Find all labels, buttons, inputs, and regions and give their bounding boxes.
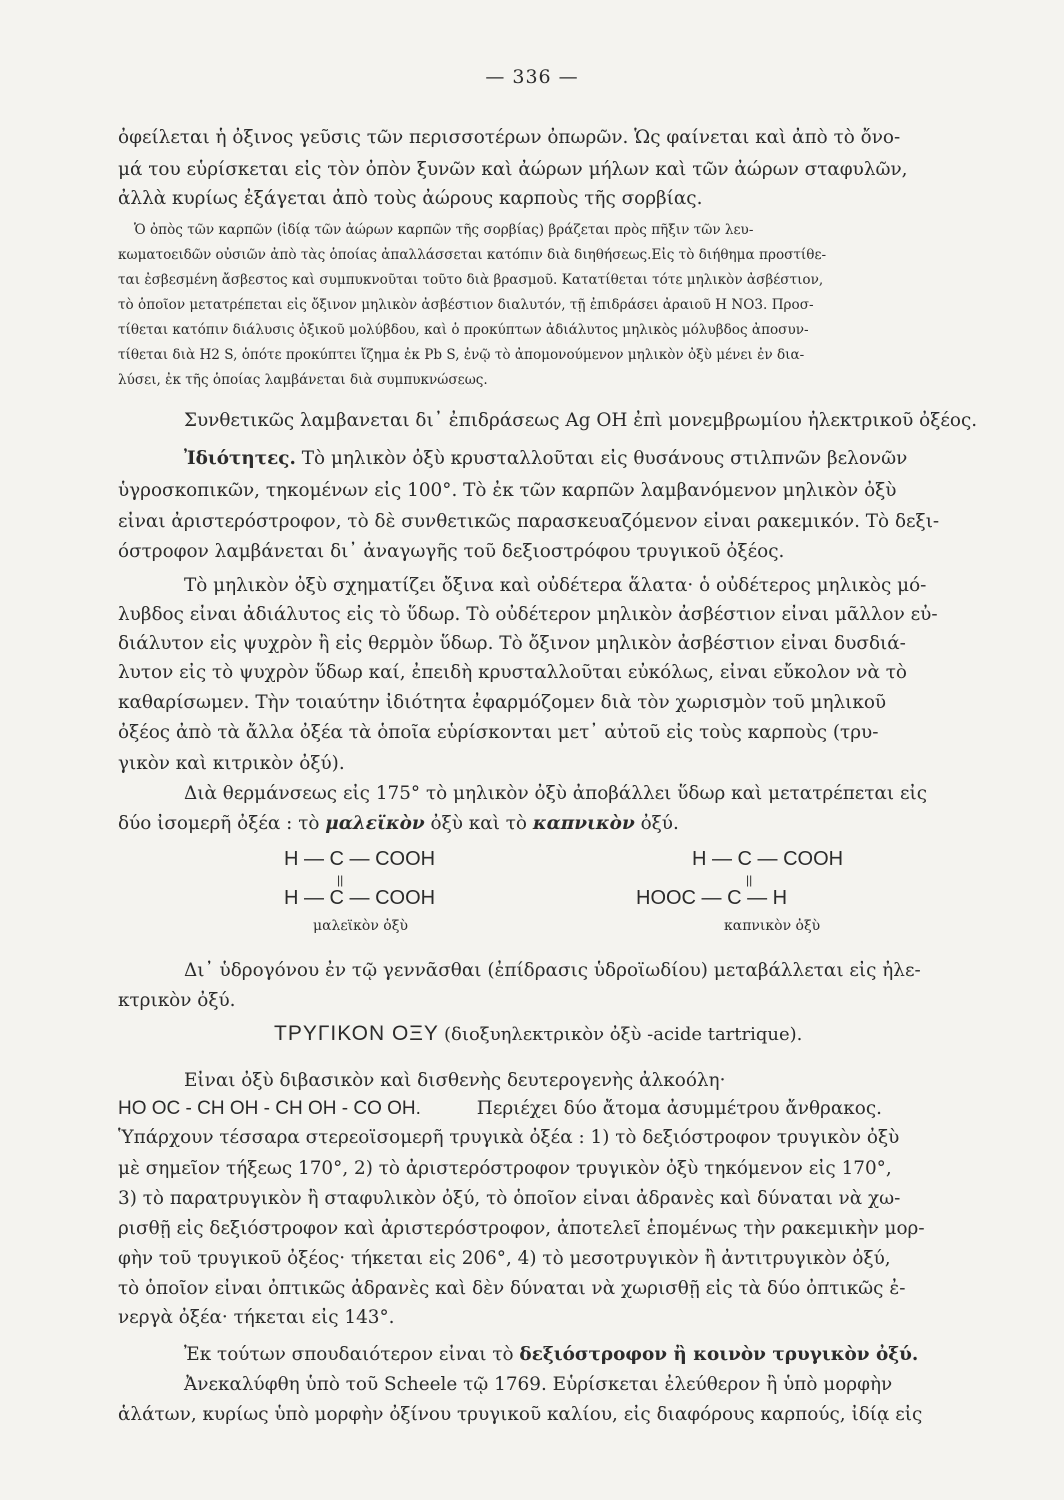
small-print-line: Ὁ ὀπὸς τῶν καρπῶν (ἰδίᾳ τῶν ἀώρων καρπῶν τῆς σορβίας) βράζεται πρὸς πῆξιν τῶν λευ-: [134, 222, 754, 238]
paragraph-line: Διὰ θερμάνσεως εἰς 175° τὸ μηλικὸν ὀξὺ ἀποβάλλει ὕδωρ καὶ μετατρέπεται εἰς: [184, 783, 928, 804]
section-title-rest: (διοξυηλεκτρικὸν ὀξὺ -acide tartrique).: [444, 1024, 803, 1045]
paragraph-line: νεργὰ ὀξέα· τήκεται εἰς 143°.: [118, 1307, 395, 1328]
small-print-line: λύσει, ἐκ τῆς ὁποίας λαμβάνεται διὰ συμπυκνώσεως.: [118, 372, 488, 388]
paragraph-line: ἀλλὰ κυρίως ἐξάγεται ἀπὸ τοὺς ἀώρους καρποὺς τῆς σορβίας.: [118, 188, 703, 209]
text-span: ὀξύ.: [634, 813, 679, 834]
maleic-term: μαλεϊκὸν: [325, 813, 425, 834]
section-title-caps: ΤΡΥΓΙΚΟΝ ΟΞΥ: [274, 1022, 439, 1045]
paragraph-line: Εἶναι ὀξὺ διβασικὸν καὶ δισθενὴς δευτερογενὴς ἀλκοόλη·: [184, 1070, 726, 1091]
paragraph-line: Ὑπάρχουν τέσσαρα στερεοϊσομερῆ τρυγικὰ ὀξέα : 1) τὸ δεξιόστροφον τρυγικὸν ὀξὺ: [118, 1127, 900, 1148]
properties-heading: Ἰδιότητες.: [184, 448, 296, 469]
paragraph-line: ἁλάτων, κυρίως ὑπὸ μορφὴν ὀξίνου τρυγικοῦ καλίου, εἰς διαφόρους καρπούς, ἰδίᾳ εἰς: [118, 1404, 923, 1425]
heating-line-2: [118, 813, 1028, 834]
small-print-line: ται ἐσβεσμένη ἄσβεστος καὶ συμπυκνοῦται τοῦτο διὰ βρασμοῦ. Κατατίθεται τότε μηλικὸν ἀσβέστιον,: [118, 272, 824, 288]
paragraph-line: όστροφον λαμβάνεται δι᾽ ἀναγωγῆς τοῦ δεξιοστρόφου τρυγικοῦ ὀξέος.: [118, 541, 785, 562]
paragraph-line: μὲ σημεῖον τήξεως 170°, 2) τὸ ἀριστερόστροφον τρυγικὸν ὀξὺ τηκόμενον εἰς 170°,: [118, 1158, 892, 1179]
paragraph-line: λυτον εἰς τὸ ψυχρὸν ὕδωρ καί, ἐπειδὴ κρυσταλλοῦται εὐκόλως, εἶναι εὔκολον νὰ τὸ: [118, 662, 907, 683]
paragraph-line: λυβδος εἶναι ἀδιάλυτος εἰς τὸ ὕδωρ. Τὸ οὐδέτερον μηλικὸν ἀσβέστιον εἶναι μᾶλλον εὐ-: [118, 604, 938, 625]
formula-caption: καπνικὸν ὀξὺ: [724, 918, 821, 934]
paragraph-line: ὑγροσκοπικῶν, τηκομένων εἰς 100°. Τὸ ἐκ τῶν καρπῶν λαμβανόμενον μηλικὸν ὀξὺ: [118, 480, 897, 501]
tartaric-formula: HO OC - CH OH - CH OH - CO OH.: [118, 1098, 421, 1119]
paragraph-line: ρισθῇ εἰς δεξιόστροφον καὶ ἀριστερόστροφον, ἀποτελεῖ ἑπομένως τὴν ρακεμικὴν μορ-: [118, 1218, 925, 1239]
paragraph-line: ὀφείλεται ἡ ὀξινος γεῦσις τῶν περισσοτέρων ὀπωρῶν. Ὡς φαίνεται καὶ ἀπὸ τὸ ὄνο-: [118, 127, 901, 148]
important-term: δεξιόστροφον ἢ κοινὸν τρυγικὸν ὀξύ.: [519, 1344, 919, 1365]
formula-line: [118, 1098, 1028, 1120]
formula-row: H — C — COOH: [692, 848, 844, 870]
synthesis-line: Συνθετικῶς λαμβανεται δι᾽ ἐπιδράσεως Ag OH ἐπὶ μονεμβρωμίου ἠλεκτρικοῦ ὀξέος.: [184, 410, 978, 431]
paragraph-line: καθαρίσωμεν. Τὴν τοιαύτην ἰδιότητα ἐφαρμόζομεν διὰ τὸν χωρισμὸν τοῦ μηλικοῦ: [118, 692, 887, 713]
text-span: Ἐκ τούτων σπουδαιότερον εἶναι τὸ: [184, 1344, 520, 1365]
paragraph-line: Τὸ μηλικὸν ὀξὺ σχηματίζει ὄξινα καὶ οὐδέτερα ἅλατα· ὁ οὐδέτερος μηλικὸς μό-: [184, 575, 927, 596]
paragraph-line: φὴν τοῦ τρυγικοῦ ὀξέος· τήκεται εἰς 206°, 4) τὸ μεσοτρυγικὸν ἢ ἀντιτρυγικὸν ὀξύ,: [118, 1248, 891, 1269]
properties-first-line: [118, 448, 1064, 469]
important-line: [118, 1344, 1064, 1365]
double-bond-mark: ||: [746, 873, 753, 887]
formula-caption: μαλεϊκὸν ὀξὺ: [313, 918, 408, 934]
text-span: Περιέχει δύο ἄτομα ἀσυμμέτρου ἄνθρακος.: [476, 1098, 882, 1119]
paragraph-line: Τὸ μηλικὸν ὀξὺ κρυσταλλοῦται εἰς θυσάνους στιλπνῶν βελονῶν: [301, 448, 908, 469]
small-print-line: κωματοειδῶν οὐσιῶν ἀπὸ τὰς ὁποίας ἀπαλλάσσεται κατόπιν διὰ διηθήσεως.Εἰς τὸ διήθημα προστίθε-: [118, 247, 827, 263]
paragraph-line: τὸ ὁποῖον εἶναι ὀπτικῶς ἀδρανὲς καὶ δὲν δύναται νὰ χωρισθῇ εἰς τὰ δύο ὀπτικῶς ἐ-: [118, 1278, 906, 1299]
small-print-line: τίθεται κατόπιν διάλυσις ὀξικοῦ μολύβδου, καὶ ὁ προκύπτων ἀδιάλυτος μηλικὸς μόλυβδος ἀποσυν-: [118, 322, 809, 338]
paragraph-line: γικὸν καὶ κιτρικὸν ὀξύ).: [118, 753, 345, 774]
section-title: [274, 1022, 802, 1046]
formula-row: H — C — COOH: [284, 887, 436, 909]
text-span: δύο ἰσομερῆ ὀξέα : τὸ: [118, 813, 326, 834]
fumaric-term: καπνικὸν: [532, 813, 635, 834]
paragraph-line: Ἀνεκαλύφθη ὑπὸ τοῦ Scheele τῷ 1769. Εὑρίσκεται ἐλεύθερον ἢ ὑπὸ μορφὴν: [184, 1374, 893, 1395]
page-number: — 336 —: [485, 66, 579, 88]
double-bond-mark: ||: [337, 873, 344, 887]
paragraph-line: κτρικὸν ὀξύ.: [118, 990, 236, 1011]
paragraph-line: μά του εὑρίσκεται εἰς τὸν ὀπὸν ξυνῶν καὶ ἀώρων μήλων καὶ τῶν ἀώρων σταφυλῶν,: [118, 159, 908, 180]
formula-row: H — C — COOH: [284, 848, 436, 870]
paragraph-line: εἶναι ἀριστερόστροφον, τὸ δὲ συνθετικῶς παρασκευαζόμενον εἶναι ρακεμικόν. Τὸ δεξι-: [118, 511, 940, 532]
formula-row: HOOC — C — H: [636, 887, 788, 909]
text-span: ὀξὺ καὶ τὸ: [424, 813, 533, 834]
paragraph-line: ὀξέος ἀπὸ τὰ ἄλλα ὀξέα τὰ ὁποῖα εὑρίσκονται μετ᾽ αὐτοῦ εἰς τοὺς καρποὺς (τρυ-: [118, 722, 879, 743]
paragraph-line: διάλυτον εἰς ψυχρὸν ἢ εἰς θερμὸν ὕδωρ. Τὸ ὄξινον μηλικὸν ἀσβέστιον εἶναι δυσδιά-: [118, 633, 906, 654]
small-print-line: τὸ ὁποῖον μετατρέπεται εἰς ὄξινον μηλικὸν ἀσβέστιον διαλυτόν, τῇ ἐπιδράσει ἀραιοῦ H NO3. Προσ-: [118, 297, 814, 313]
small-print-line: τίθεται διὰ H2 S, ὁπότε προκύπτει ἴζημα ἐκ Pb S, ἐνῷ τὸ ἀπομονούμενον μηλικὸν ὀξὺ μένει ἐν δια-: [118, 347, 805, 363]
paragraph-line: 3) τὸ παρατρυγικὸν ἢ σταφυλικὸν ὀξύ, τὸ ὁποῖον εἶναι ἀδρανὲς καὶ δύναται νὰ χω-: [118, 1188, 901, 1209]
paragraph-line: Δι᾽ ὑδρογόνου ἐν τῷ γεννᾶσθαι (ἐπίδρασις ὑδροϊωδίου) μεταβάλλεται εἰς ἠλε-: [184, 960, 921, 981]
